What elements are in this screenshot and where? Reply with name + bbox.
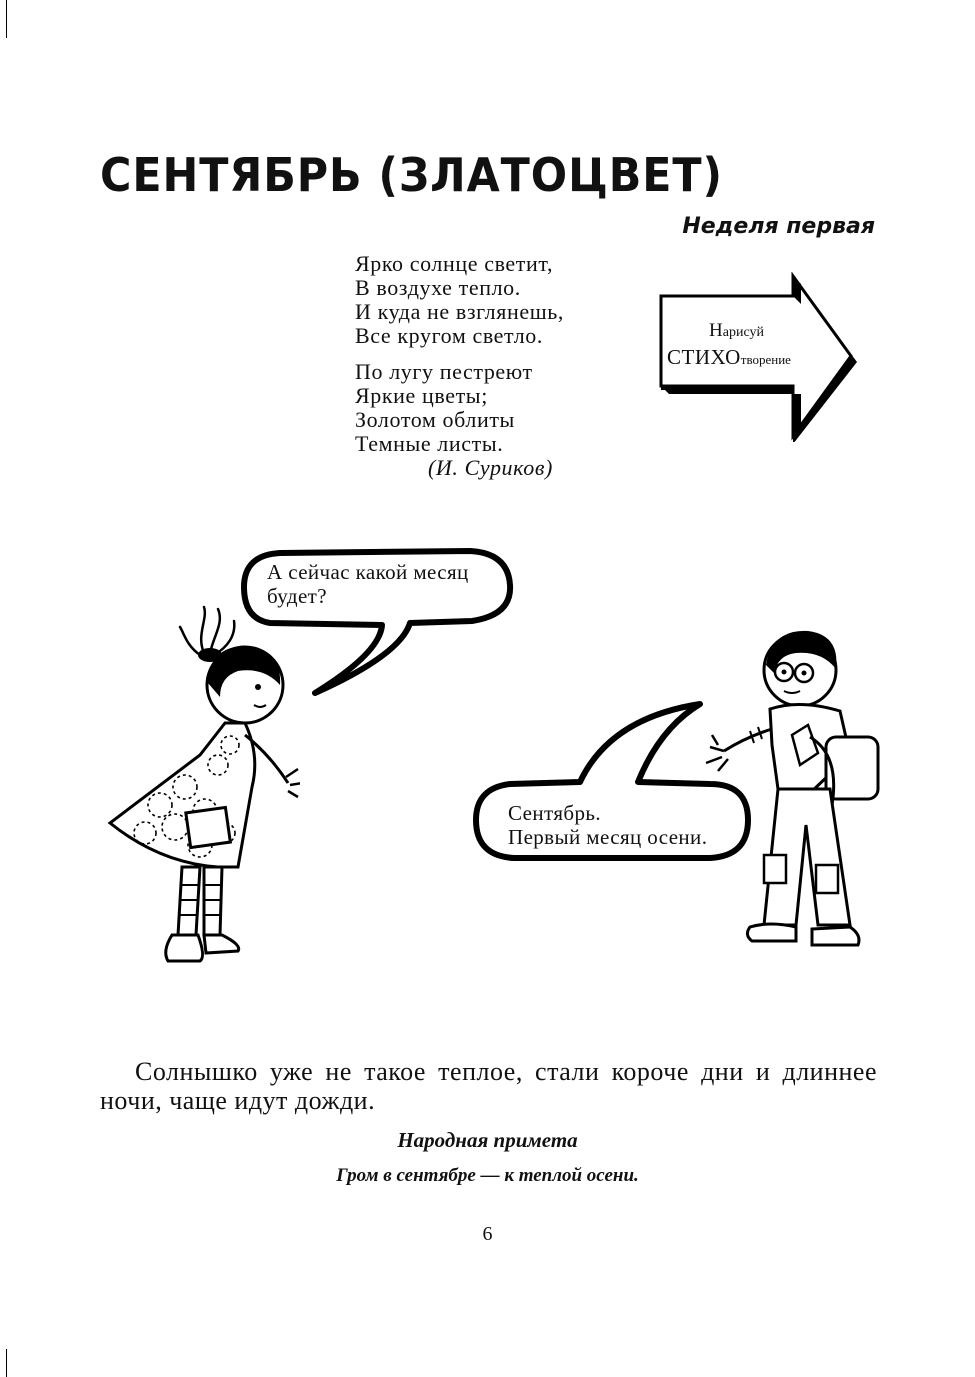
- poem-stanza-1: [355, 252, 564, 348]
- poem-line: Ярко солнце светит,: [355, 251, 554, 276]
- poem-line: Золотом облиты: [355, 407, 515, 432]
- crop-mark-bottom: [6, 1349, 7, 1377]
- poem-line: В воздухе тепло.: [355, 275, 521, 300]
- girl-speech-text: А сейчас какой месяц будет?: [267, 560, 469, 608]
- poem-author: (И. Суриков): [428, 455, 553, 480]
- page-title: СЕНТЯБРЬ (ЗЛАТОЦВЕТ): [100, 148, 723, 202]
- boy-illustration: [700, 625, 890, 970]
- poem-line: По лугу пестреют: [355, 359, 533, 384]
- poem-line: Яркие цветы;: [355, 383, 488, 408]
- poem-line: И куда не взглянешь,: [355, 299, 564, 324]
- girl-illustration: [100, 605, 300, 975]
- arrow-text-poem: СТИХОтворение: [667, 345, 791, 369]
- arrow-text-draw: Нарисуй: [709, 320, 764, 341]
- poem-stanza-2: [355, 360, 564, 456]
- poem-line: Все кругом светло.: [355, 323, 543, 348]
- page-number: 6: [482, 1223, 493, 1245]
- folk-sign-title: Народная примета: [397, 1128, 578, 1152]
- folk-sign-text: Гром в сентябре — к теплой осени.: [336, 1165, 639, 1186]
- crop-mark-top: [6, 0, 7, 38]
- week-label: Неделя первая: [682, 214, 875, 239]
- body-paragraph: Солнышко уже не такое теплое, стали короче дни и длиннее ночи, чаще идут дожди.: [100, 1057, 877, 1115]
- poem: [355, 252, 564, 480]
- poem-line: Темные листы.: [355, 431, 504, 456]
- draw-poem-arrow: [653, 272, 858, 442]
- boy-speech-text: Сентябрь. Первый месяц осени.: [508, 801, 708, 849]
